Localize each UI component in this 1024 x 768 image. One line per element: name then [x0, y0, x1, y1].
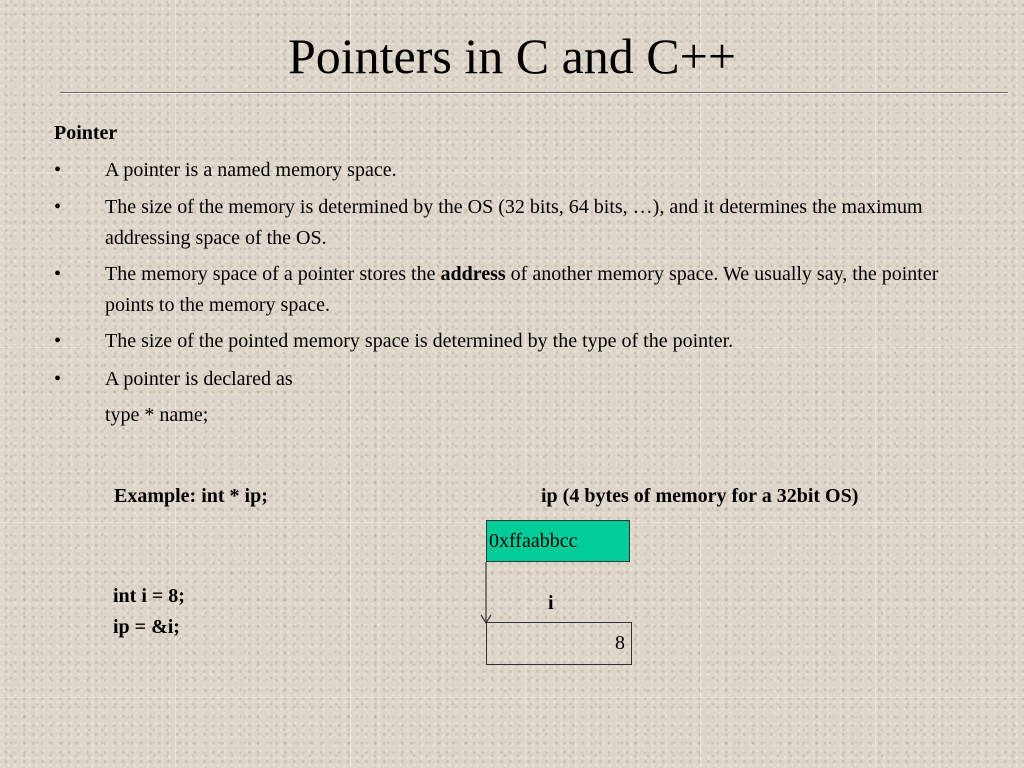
bullet-text: The size of the pointed memory space is determined by the type of the pointer. [105, 330, 734, 352]
bullet-symbol: • [54, 368, 62, 390]
title-divider [60, 92, 1008, 93]
background-tile-seam [0, 697, 1024, 698]
section-heading: Pointer [54, 122, 118, 144]
code-line: ip = &i; [113, 616, 180, 638]
bullet-text: The size of the memory is determined by the OS (32 bits, 64 bits, …), and it determines the maximum addressing space of the OS. [105, 196, 923, 249]
slide-title: Pointers in C and C++ [287, 28, 737, 84]
bullet-text: A pointer is declared as [105, 368, 293, 390]
bullet-symbol: • [54, 330, 62, 352]
ip-label: ip (4 bytes of memory for a 32bit OS) [541, 485, 859, 507]
bullet-symbol: • [54, 159, 62, 181]
code-example [113, 581, 185, 643]
bullet-text: A pointer is a named memory space. [105, 159, 397, 181]
bullet-symbol: • [54, 196, 62, 218]
bullet-text [105, 259, 945, 321]
declaration-syntax: type * name; [105, 404, 209, 426]
bullet-emphasis: address [440, 263, 506, 285]
pointer-arrow [478, 560, 498, 626]
variable-memory-box: 8 [486, 622, 632, 665]
code-line: int i = 8; [113, 585, 185, 607]
bullet-text-segment: of another memory space. We usually say, the pointer points to the memory space. [105, 263, 939, 316]
bullet-text-segment: The memory space of a pointer stores the [105, 263, 441, 285]
variable-label-i: i [548, 592, 554, 614]
pointer-memory-box: 0xffaabbcc [486, 520, 630, 562]
example-label: Example: int * ip; [114, 485, 268, 507]
bullet-symbol: • [54, 263, 62, 285]
